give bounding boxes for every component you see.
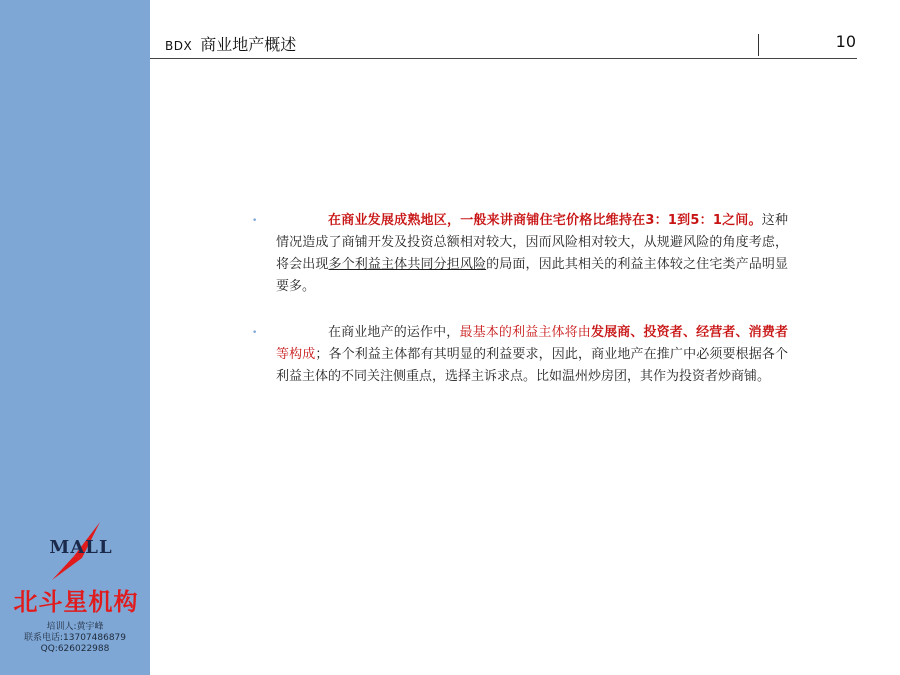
body-text: ；各个利益主体都有其明显的利益要求，因此，商业地产在推广中必须要根据各个利益主体的不同关注侧重点，选择主诉求点。比如温州炒房团，其作为投资者炒商铺。 [276,347,788,384]
bullet-item [248,210,788,298]
header-rule [150,58,857,59]
body-text: 这种情况造成了商铺开发及投资总额相对较大，因而风险相对较大，从规避风险的角度考虑，将会出现 [276,213,788,272]
bullet-item [248,322,788,388]
body-text: 的局面，因此其相关的利益主体较之住宅类产品明显要多。 [276,257,788,294]
slide-content [248,210,788,412]
contact-qq: QQ:626022988 [40,644,110,654]
body-text: 在商业地产的运作中， [328,325,460,340]
underlined-text: 多个利益主体共同分担风险 [328,257,487,272]
bullet-icon: • [252,328,258,338]
emphasis-text: 在商业发展成熟地区，一般来讲商铺住宅价格比维持在3：1到5：1之间。 [328,213,762,228]
page-number: 10 [835,32,856,51]
emphasis-text: 等构成 [276,347,316,362]
title-abbr: BDX [165,39,193,53]
logo-mall: MALL [49,537,113,558]
contact-info [0,622,150,655]
bullet-icon: • [252,216,258,226]
brand-name: 北斗星机构 [13,588,139,616]
title-text: 商业地产概述 [200,35,297,54]
contact-phone: 联系电话:13707486879 [23,633,127,643]
slide-title [165,32,296,55]
bullet-paragraph [276,210,788,298]
trainer-name: 培训人:黄宇峰 [46,622,104,632]
emphasis-text: 发展商、投资者、经营者、消费者 [590,325,788,340]
emphasis-text: 最基本的利益主体将由 [459,325,591,340]
header-divider [758,34,759,56]
bullet-paragraph [276,322,788,388]
sidebar [0,0,150,675]
